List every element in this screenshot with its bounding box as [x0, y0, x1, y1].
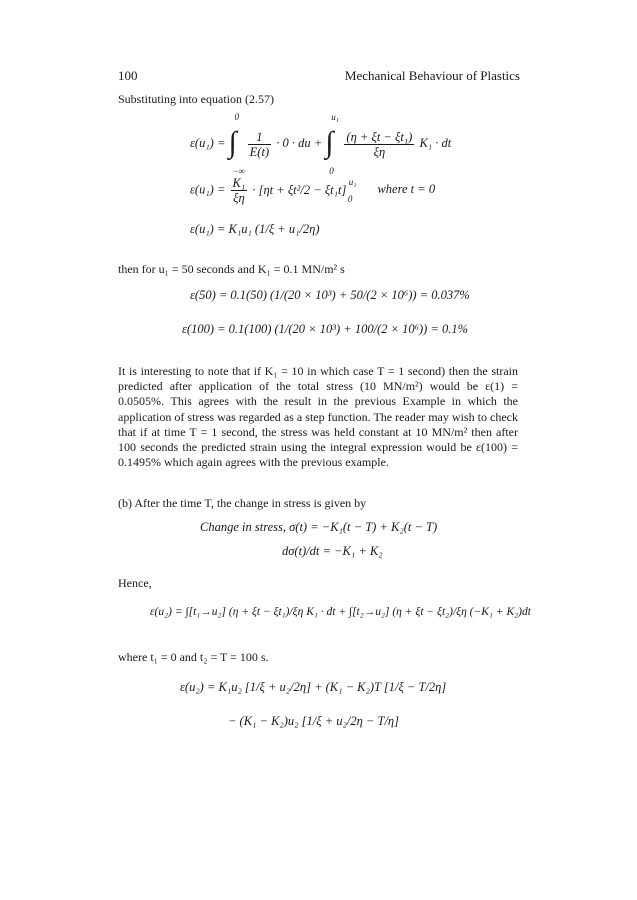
- eq1-frac1-den: E(t): [249, 144, 270, 159]
- eq2-lower: 0: [347, 194, 353, 204]
- eq1-frac2-num: (η + ξt − ξt₁): [346, 129, 413, 144]
- eq1-mid: · 0 · du +: [276, 135, 323, 150]
- hence-line: Hence,: [118, 576, 152, 590]
- then-for-line: then for u₁ = 50 seconds and K₁ = 0.1 MN/m² s: [118, 262, 345, 276]
- equation-7: dσ(t)/dt = −K₁ + K₂: [282, 544, 383, 558]
- eq1-int1-lower: −∞: [232, 166, 246, 176]
- eq1-lhs: ε(u₁) =: [190, 135, 226, 150]
- eq2-where: where t = 0: [377, 182, 436, 197]
- running-title: Mechanical Behaviour of Plastics: [344, 68, 520, 83]
- eq1-int2-lower: 0: [329, 166, 334, 176]
- eq2-upper: u₁: [348, 177, 357, 187]
- equation-9a: ε(u₂) = K₁u₂ [1/ξ + u₂/2η] + (K₁ − K₂)T [1/ξ − T/2η]: [180, 680, 447, 694]
- eq1-frac1: [248, 130, 271, 159]
- integral-sign: ∫ 0 −∞: [228, 112, 246, 176]
- equation-6: Change in stress, σ(t) = −K₁(t − T) + K₂(t − T): [200, 520, 438, 534]
- eq1-tail: K₁ · dt: [419, 135, 452, 150]
- eq1-frac1-num: 1: [248, 130, 271, 145]
- part-b-line: (b) After the time T, the change in stress is given by: [118, 496, 367, 510]
- equation-1: [190, 112, 452, 176]
- eq1-int2-upper: u₁: [331, 112, 339, 122]
- equation-9b: − (K₁ − K₂)u₂ [1/ξ + u₂/2η − T/η]: [228, 714, 399, 728]
- equation-3: ε(u₁) = K₁u₁ (1/ξ + u₁/2η): [190, 222, 320, 236]
- eq2-frac-den: ξη: [233, 191, 245, 205]
- eq1-frac2: [344, 130, 414, 159]
- where-line: where t₁ = 0 and t₂ = T = 100 s.: [118, 650, 269, 664]
- eq1-int1-upper: 0: [234, 112, 240, 122]
- equation-2: [190, 176, 435, 205]
- eq2-frac: [231, 176, 248, 205]
- eq2-body: · [ηt + ξt²/2 − ξt₁t]: [252, 183, 347, 197]
- equation-8: ε(u₂) = ∫[t₁→u₂] (η + ξt − ξt₁)/ξη K₁ · dt + ∫[t₂→u₂] (η + ξt − ξt₂)/ξη (−K₁ + K₂)dt: [150, 606, 531, 618]
- eq2-bracket: [252, 177, 357, 204]
- equation-5: ε(100) = 0.1(100) (1/(20 × 10³) + 100/(2 × 10⁶)) = 0.1%: [182, 322, 469, 336]
- equation-4: ε(50) = 0.1(50) (1/(20 × 10³) + 50/(2 × 10⁶)) = 0.037%: [190, 288, 470, 302]
- interesting-paragraph: It is interesting to note that if K₁ = 10 in which case T = 1 second) then the strain predicted after application of the total stress (10 MN/m²) would be ε(1) = 0.0505%. This agrees with the result in the previous Example in which the application of stress was regarded as a step function. The reader may wish to check that if at time T = 1 second, the stress was held constant at 10 MN/m² then after 100 seconds the predicted strain using the integral expression would be ε(100) = 0.1495% which again agrees with the previous example.: [118, 364, 518, 470]
- eq2-lhs: ε(u₁) =: [190, 182, 226, 197]
- eq1-frac2-den: ξη: [373, 144, 386, 159]
- integral-sign: ∫ u₁ 0: [325, 112, 339, 176]
- page-number: 100: [118, 68, 138, 83]
- eq2-frac-num: K₁: [232, 176, 246, 190]
- intro-line: Substituting into equation (2.57): [118, 92, 274, 106]
